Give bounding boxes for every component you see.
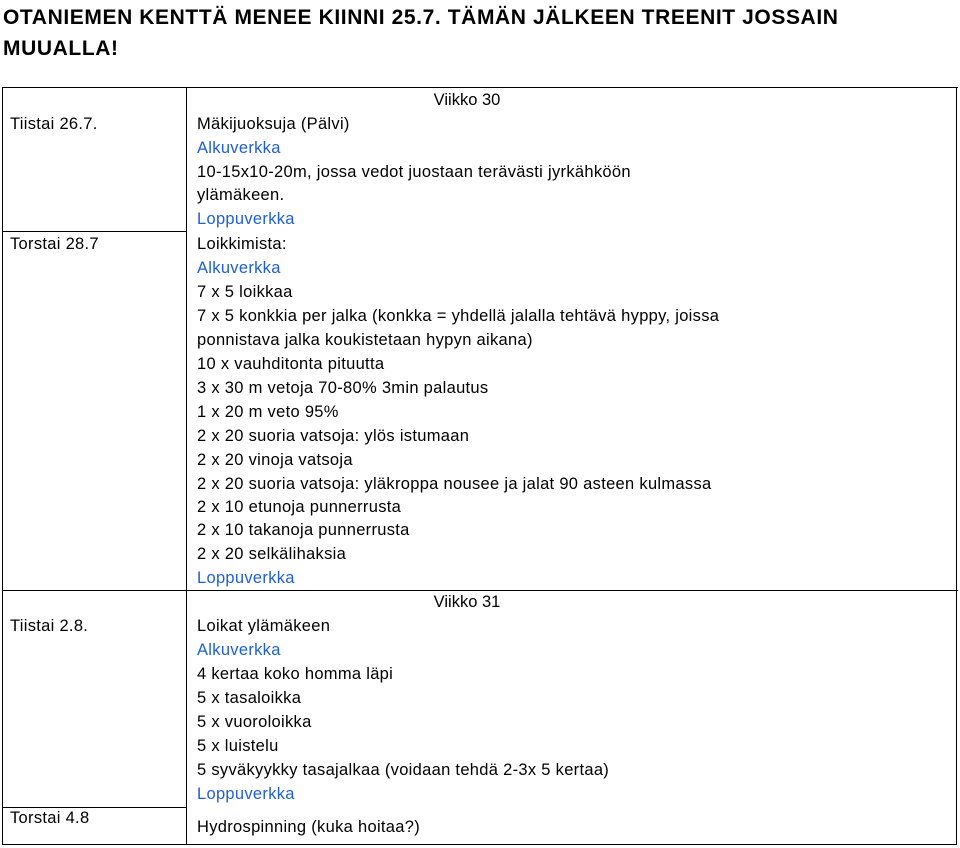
exercise-line: 3 x 30 m vetoja 70-80% 3min palautus bbox=[197, 379, 489, 397]
exercise-line: 2 x 20 selkälihaksia bbox=[197, 545, 347, 563]
exercise-line: 4 kertaa koko homma läpi bbox=[197, 665, 394, 683]
session-day: Torstai 28.7 bbox=[10, 235, 99, 253]
week-header: Viikko 31 bbox=[433, 593, 501, 611]
exercise-line: 5 x vuoroloikka bbox=[197, 713, 312, 731]
exercise-line: 5 syväkyykky tasajalkaa (voidaan tehdä 2-3x 5 kertaa) bbox=[197, 761, 610, 779]
session-title: Hydrospinning (kuka hoitaa?) bbox=[197, 818, 421, 836]
section-label: Alkuverkka bbox=[197, 259, 281, 277]
session-title: Mäkijuoksuja (Pälvi) bbox=[197, 115, 350, 133]
exercise-line: 7 x 5 loikkaa bbox=[197, 283, 293, 301]
session-title: Loikkimista: bbox=[197, 235, 287, 253]
session-day: Tiistai 26.7. bbox=[10, 115, 98, 133]
exercise-line: 2 x 20 suoria vatsoja: yläkroppa nousee ja jalat 90 asteen kulmassa bbox=[197, 475, 712, 493]
section-label: Loppuverkka bbox=[197, 569, 295, 587]
exercise-line: 10 x vauhditonta pituutta bbox=[197, 355, 385, 373]
section-label: Alkuverkka bbox=[197, 139, 281, 157]
section-label: Alkuverkka bbox=[197, 641, 281, 659]
training-schedule-table bbox=[2, 87, 957, 845]
session-day: Torstai 4.8 bbox=[10, 809, 90, 827]
exercise-line: ponnistava jalka koukistetaan hypyn aikana) bbox=[197, 331, 533, 349]
section-label: Loppuverkka bbox=[197, 210, 295, 228]
page-heading: OTANIEMEN KENTTÄ MENEE KIINNI 25.7. TÄMÄN JÄLKEEN TREENIT JOSSAIN MUUALLA! bbox=[3, 6, 839, 60]
week-header: Viikko 30 bbox=[433, 91, 501, 109]
exercise-line: 5 x tasaloikka bbox=[197, 689, 302, 707]
exercise-line: 2 x 10 takanoja punnerrusta bbox=[197, 521, 410, 539]
exercise-line: ylämäkeen. bbox=[197, 186, 285, 204]
exercise-line: 2 x 10 etunoja punnerrusta bbox=[197, 498, 402, 516]
session-day: Tiistai 2.8. bbox=[10, 617, 89, 635]
exercise-line: 2 x 20 suoria vatsoja: ylös istumaan bbox=[197, 427, 470, 445]
section-label: Loppuverkka bbox=[197, 785, 295, 803]
session-title: Loikat ylämäkeen bbox=[197, 617, 331, 635]
exercise-line: 2 x 20 vinoja vatsoja bbox=[197, 451, 353, 469]
column-divider bbox=[186, 87, 187, 844]
exercise-line: 5 x luistelu bbox=[197, 737, 279, 755]
exercise-line: 7 x 5 konkkia per jalka (konkka = yhdellä jalalla tehtävä hyppy, joissa bbox=[197, 307, 720, 325]
exercise-line: 1 x 20 m veto 95% bbox=[197, 403, 339, 421]
exercise-line: 10-15x10-20m, jossa vedot juostaan terävästi jyrkähköön bbox=[197, 163, 631, 181]
